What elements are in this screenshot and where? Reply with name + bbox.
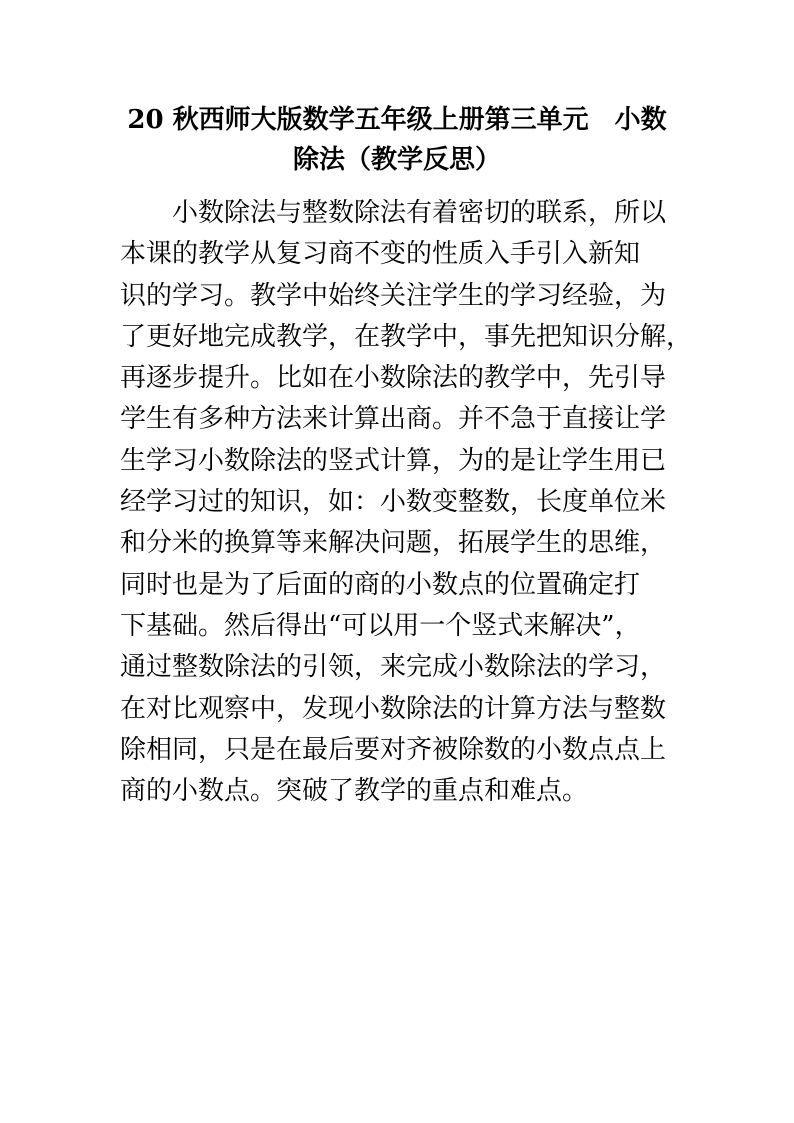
paragraph-line: 了更好地完成教学，在教学中，事先把知识分解， — [120, 321, 693, 352]
paragraph-line: 在对比观察中，发现小数除法的计算方法与整数 — [120, 693, 667, 724]
paragraph-line: 下基础。然后得出“可以用一个竖式来解决”， — [120, 610, 641, 641]
paragraph-line: 和分米的换算等来解决问题，拓展学生的思维， — [120, 528, 667, 559]
paragraph-line: 小数除法与整数除法有着密切的联系，所以 — [172, 198, 667, 228]
paragraph-line: 再逐步提升。比如在小数除法的教学中，先引导 — [120, 363, 667, 394]
paragraph-line: 商的小数点。突破了教学的重点和难点。 — [120, 776, 589, 807]
document-title — [100, 100, 694, 180]
title-line-2: 除法（教学反思） — [292, 145, 501, 175]
title-line-1: 20 秋西师大版数学五年级上册第三单元 小数 — [127, 105, 667, 135]
paragraph-line: 本课的教学从复习商不变的性质入手引入新知 — [120, 239, 641, 270]
paragraph-line: 学生有多种方法来计算出商。并不急于直接让学 — [120, 404, 667, 435]
paragraph-line: 通过整数除法的引领，来完成小数除法的学习， — [120, 652, 667, 683]
paragraph-line: 同时也是为了后面的商的小数点的位置确定打 — [120, 569, 641, 600]
paragraph-line: 生学习小数除法的竖式计算，为的是让学生用已 — [120, 445, 667, 476]
body-paragraph — [120, 193, 700, 812]
paragraph-line: 识的学习。教学中始终关注学生的学习经验，为 — [120, 280, 667, 311]
paragraph-line: 除相同，只是在最后要对齐被除数的小数点点上 — [120, 734, 667, 765]
paragraph-line: 经学习过的知识，如：小数变整数，长度单位米 — [120, 487, 667, 518]
